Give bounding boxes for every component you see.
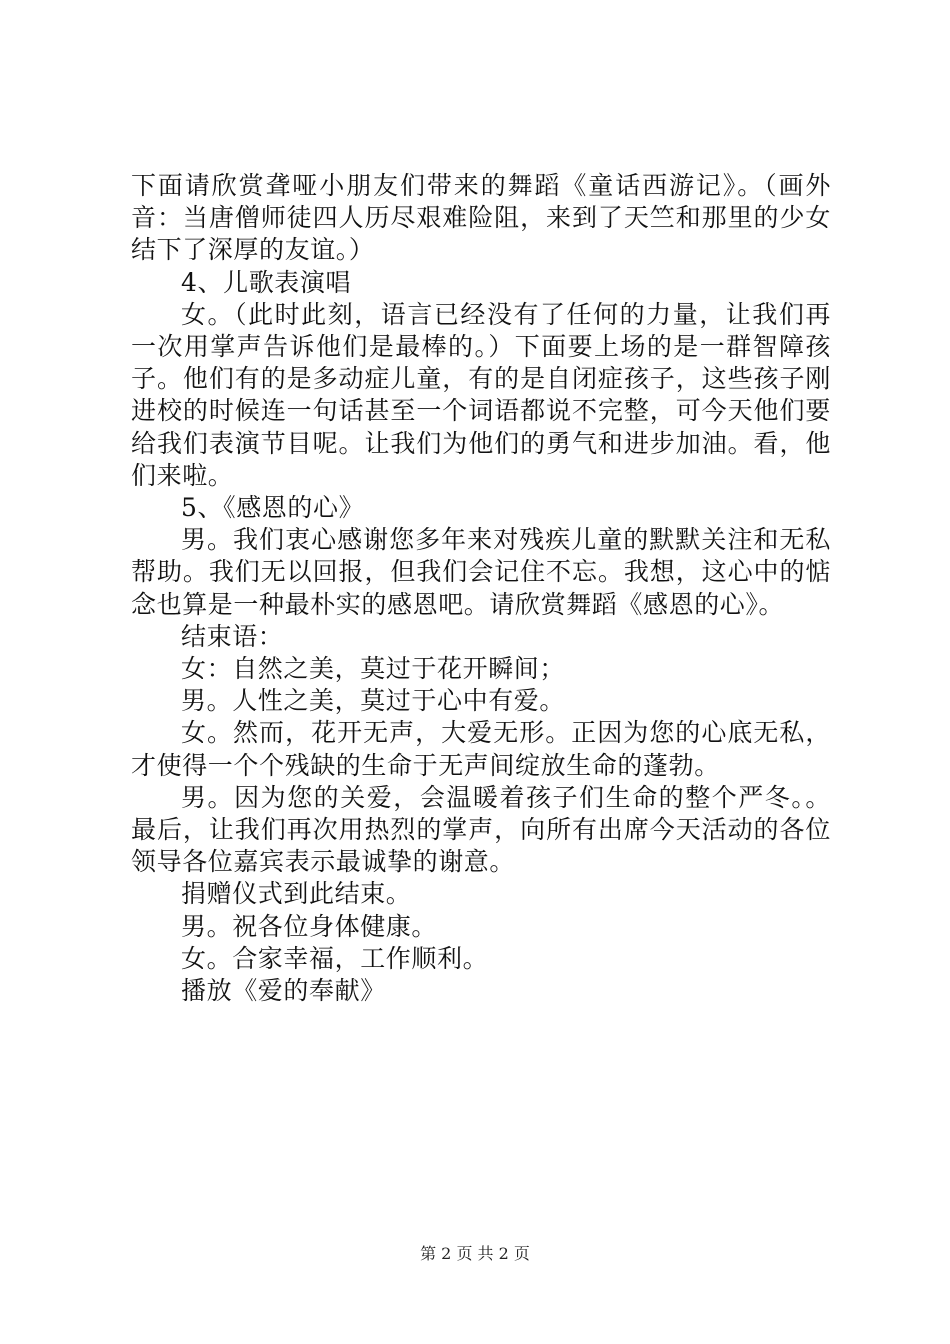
paragraph-dance-intro: 下面请欣赏聋哑小朋友们带来的舞蹈《童话西游记》。（画外音：当唐僧师徒四人历尽艰难险阻，来到了天竺和那里的少女结下了深厚的友谊。） [131, 171, 831, 265]
ceremony-end-line: 捐赠仪式到此结束。 [181, 879, 412, 909]
closing-heading: 结束语： [181, 621, 284, 651]
section-heading-song: 4、儿歌表演唱 [181, 267, 352, 297]
paragraph-female-host-intro: 女。（此时此刻，语言已经没有了任何的力量，让我们再一次用掌声告诉他们是最棒的。）下面要上场的是一群智障孩子。他们有的是多动症儿童，有的是自闭症孩子，这些孩子刚进校的时候连一句话甚至一个词语都说不完整，可今天他们要给我们表演节目呢。让我们为他们的勇气和进步加油。看，他们来啦。 [131, 299, 831, 490]
page-number-footer: 第 2 页 共 2 页 [420, 1244, 530, 1263]
closing-line-male-1: 男。人性之美，莫过于心中有爱。 [181, 686, 566, 716]
closing-line-male-2: 男。因为您的关爱，会温暖着孩子们生命的整个严冬。。最后，让我们再次用热烈的掌声，向所有出席今天活动的各位领导各位嘉宾表示最诚挚的谢意。 [131, 782, 831, 877]
document-body [131, 170, 831, 1007]
closing-song-line: 播放《爱的奉献》 [181, 976, 386, 1006]
closing-line-female-1: 女：自然之美，莫过于花开瞬间； [181, 654, 566, 684]
section-heading-gratitude: 5、《感恩的心》 [181, 493, 365, 523]
closing-line-female-2: 女。然而，花开无声，大爱无形。正因为您的心底无私，才使得一个个残缺的生命于无声间绽放生命的蓬勃。 [131, 718, 831, 780]
closing-line-male-3: 男。祝各位身体健康。 [181, 911, 438, 941]
closing-line-female-3: 女。合家幸福，工作顺利。 [181, 943, 489, 973]
paragraph-male-host-thanks: 男。我们衷心感谢您多年来对残疾儿童的默默关注和无私帮助。我们无以回报，但我们会记住不忘。我想，这心中的惦念也算是一种最朴实的感恩吧。请欣赏舞蹈《感恩的心》。 [131, 525, 831, 619]
